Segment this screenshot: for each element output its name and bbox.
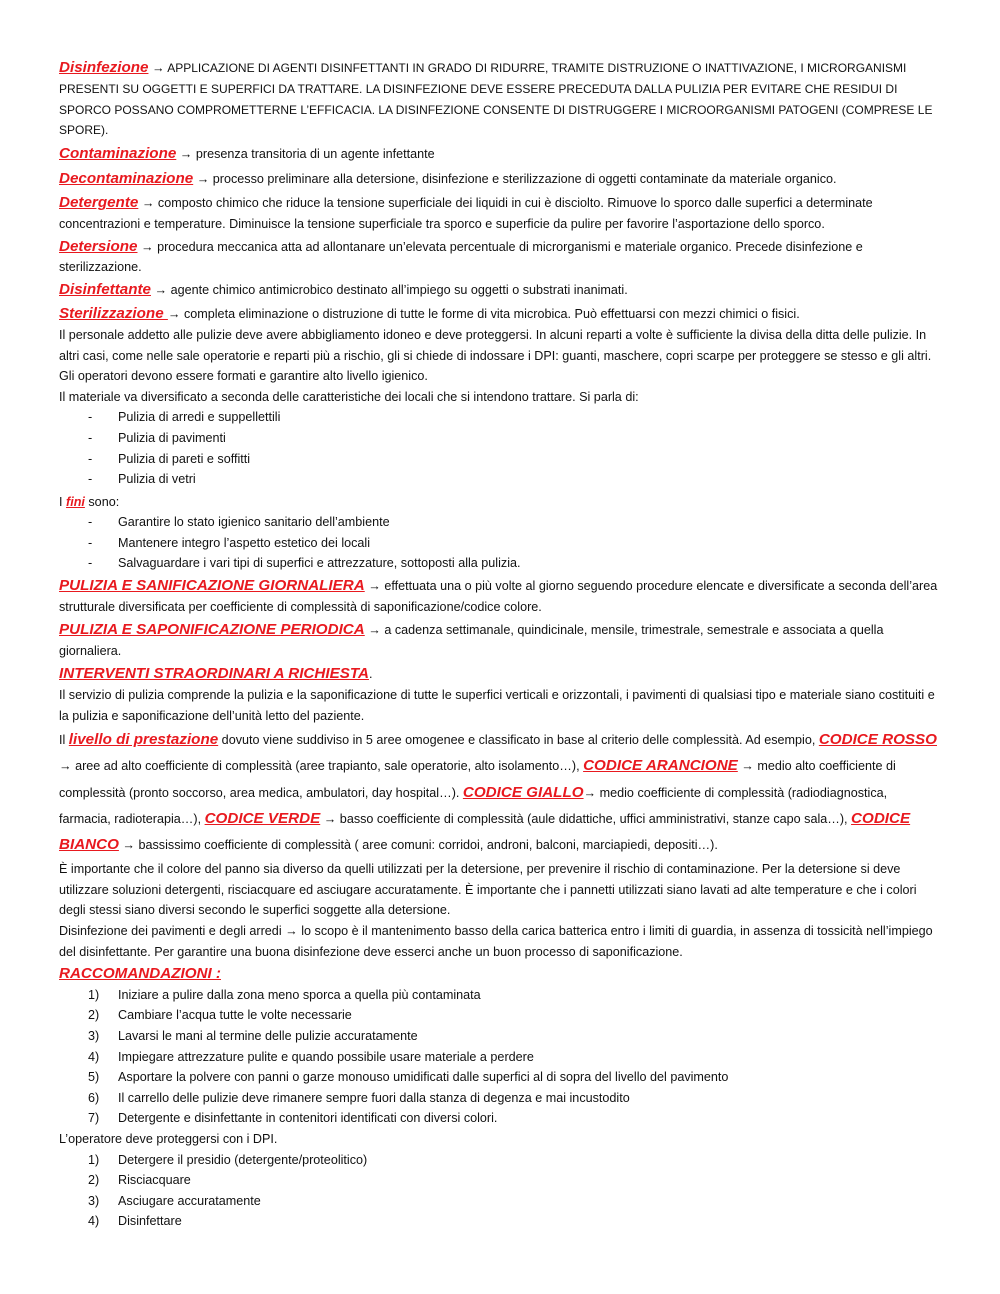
list-item: - Pulizia di pavimenti — [59, 428, 939, 449]
term-decontaminazione: Decontaminazione — [59, 169, 194, 187]
definition-text: procedura meccanica atta ad allontanare un’elevata percentuale di microrganismi e materiale organico. Precede disinfezione e sterilizzazione. — [59, 239, 863, 275]
arrow-icon: → — [167, 307, 181, 322]
list-item — [59, 1211, 939, 1232]
term-pulizia-periodica: PULIZIA E SAPONIFICAZIONE PERIODICA — [59, 621, 365, 639]
definition-contaminazione — [59, 144, 939, 165]
definition-sterilizzazione — [59, 304, 939, 325]
term-detergente: Detergente — [59, 194, 139, 212]
personale-paragraph: Il personale addetto alle pulizie deve avere abbigliamento idoneo e deve proteggersi. In alcuni reparti a volte è sufficiente la divisa della ditta delle pulizie. In altri casi, come nelle sale operatorie e reparti più a rischio, gli si chiede di indossare i DPI: guanti, maschere, copri scarpe per proteggere se stesso e gli altri. Gli operatori devono essere formati e garantire alto livello igienico. — [59, 327, 932, 384]
definition-text: agente chimico antimicrobico destinato all’impiego su oggetti o substrati inanimati. — [167, 282, 628, 297]
definition-disinfettante — [59, 280, 939, 301]
list-item — [59, 985, 939, 1006]
code-arancione: CODICE ARANCIONE — [583, 757, 738, 775]
livello-mid: dovuto viene suddiviso in 5 aree omogenee e classificato in base al criterio delle complessità. Ad esempio, — [218, 733, 819, 748]
list-text: Impiegare attrezzature pulite e quando possibile usare materiale a perdere — [118, 1049, 534, 1064]
arrow-icon: → — [196, 171, 210, 186]
arrow-icon: → — [285, 924, 298, 939]
list-text: Asportare la polvere con panni o garze monouso umidificati dalle superfici al di sopra del livello del pavimento — [118, 1070, 729, 1085]
list-number: 3) — [88, 1193, 100, 1208]
term-disinfettante: Disinfettante — [59, 280, 151, 298]
list-text: Disinfettare — [118, 1214, 182, 1229]
code-verde: CODICE VERDE — [204, 809, 321, 827]
fini-list — [59, 512, 939, 574]
arrow-icon: → — [59, 759, 72, 774]
dpi-intro: L’operatore deve proteggersi con i DPI. — [59, 1131, 278, 1146]
list-item: - Pulizia di arredi e suppellettili — [59, 407, 939, 428]
list-item: - Garantire lo stato igienico sanitario dell’ambiente — [59, 512, 939, 533]
definition-decontaminazione — [59, 169, 939, 190]
list-item — [59, 1088, 939, 1109]
arrow-icon: → — [154, 282, 168, 297]
definition-detersione — [59, 237, 939, 278]
materiale-intro: Il materiale va diversificato a seconda delle caratteristiche dei locali che si intendono trattare. Si parla di: — [59, 389, 639, 404]
arrow-icon: → — [323, 811, 337, 826]
code-bianco: CODICE BIANCO — [59, 809, 911, 854]
list-item — [59, 1067, 939, 1088]
arrow-icon: → — [368, 623, 381, 638]
arrow-icon: → — [741, 759, 754, 774]
interventi-straordinari — [59, 664, 939, 685]
list-text: Cambiare l’acqua tutte le volte necessarie — [118, 1008, 352, 1023]
code-giallo: CODICE GIALLO — [462, 783, 584, 801]
document-page — [59, 58, 939, 1232]
list-item: - Pulizia di pareti e soffitti — [59, 449, 939, 470]
livello-pre: Il — [59, 733, 69, 748]
pulizia-periodica — [59, 620, 939, 661]
definition-text: composto chimico che riduce la tensione superficiale dei liquidi in cui è disciolto. Rimuove lo sporco dalle superfici a determinate concentrazioni e temperature. Diminuisce la tensione superficiale tra sporco e superficie da pulire per favorire l’asportazione dello sporco. — [59, 196, 873, 231]
list-number: 4) — [88, 1214, 100, 1229]
definition-detergente — [59, 193, 939, 234]
code-rosso: CODICE ROSSO — [818, 731, 937, 749]
arrow-icon: → — [141, 239, 154, 254]
arrow-icon: → — [368, 579, 381, 594]
term-livello: livello di prestazione — [68, 731, 219, 749]
list-item — [59, 1108, 939, 1129]
fini-heading — [59, 492, 939, 513]
term-contaminazione: Contaminazione — [59, 145, 177, 163]
term-disinfezione: Disinfezione — [59, 59, 149, 76]
list-text: Asciugare accuratamente — [118, 1193, 261, 1208]
list-item — [59, 1170, 939, 1191]
list-item: - Salvaguardare i vari tipi di superfici e attrezzature, sottoposti alla pulizia. — [59, 553, 939, 574]
list-number: 5) — [88, 1070, 100, 1085]
list-text: Iniziare a pulire dalla zona meno sporca a quella più contaminata — [118, 987, 481, 1002]
list-number: 2) — [88, 1173, 100, 1188]
raccomandazioni-list — [59, 985, 939, 1129]
list-item: - Mantenere integro l’aspetto estetico dei locali — [59, 533, 939, 554]
list-number: 6) — [88, 1090, 100, 1105]
list-text: Risciacquare — [118, 1173, 191, 1188]
panno-paragraph: È importante che il colore del panno sia diverso da quelli utilizzati per la detersione, per prevenire il rischio di contaminazione. Per la detersione si deve utilizzare soluzioni detergenti, risciacquare ed asciugare accuratamente. È importante che i pannetti utilizzati siano lavati ad alte temperature e che i colori degli stessi siano diversi secondo le superfici soggette alla detersione. — [59, 862, 917, 918]
fini-pre: I — [59, 494, 66, 509]
livello-paragraph — [59, 727, 939, 858]
code-text: bassissimo coefficiente di complessità ( aree comuni: corridoi, androni, balconi, marciapiedi, depositi…). — [135, 838, 718, 853]
term-detersione: Detersione — [59, 237, 138, 255]
definition-text: completa eliminazione o distruzione di tutte le forme di vita microbica. Può effettuarsi con mezzi chimici o fisici. — [180, 307, 800, 322]
list-item — [59, 1026, 939, 1047]
servizio-paragraph: Il servizio di pulizia comprende la pulizia e la saponificazione di tutte le superfici verticali e orizzontali, i pavimenti di qualsiasi tipo e materiale siano costituiti e la pulizia e saponificazione dell’unità letto del paziente. — [59, 688, 935, 723]
list-number: 2) — [88, 1008, 100, 1023]
materiale-list — [59, 407, 939, 489]
list-item: - Pulizia di vetri — [59, 469, 939, 490]
term-fini: fini — [66, 494, 85, 509]
code-text: basso coefficiente di complessità (aule didattiche, uffici amministrativi, stanze capo sala…), — [336, 811, 852, 826]
dpi-list — [59, 1150, 939, 1232]
term-interventi: INTERVENTI STRAORDINARI A RICHIESTA — [59, 665, 369, 683]
list-item — [59, 1005, 939, 1026]
term-raccomandazioni: RACCOMANDAZIONI : — [59, 965, 221, 983]
arrow-icon: → — [179, 147, 193, 162]
list-number: 1) — [88, 1152, 100, 1167]
list-number: 3) — [88, 1028, 100, 1043]
arrow-icon: → — [151, 61, 165, 75]
code-text: medio alto coefficiente di complessità (pronto soccorso, area medica, ambulatori, day hospital…). — [59, 759, 896, 800]
definition-text: a cadenza settimanale, quindicinale, mensile, trimestrale, semestrale e associata a quella giornaliera. — [59, 623, 884, 658]
disinfezione-pavimenti — [59, 921, 939, 962]
list-text: Detergente e disinfettante in contenitori identificati con diversi colori. — [118, 1111, 498, 1126]
pulizia-giornaliera — [59, 576, 939, 617]
arrow-icon: → — [583, 785, 597, 800]
list-text: Il carrello delle pulizie deve rimanere sempre fuori dalla stanza di degenza e mai incustodito — [118, 1090, 630, 1105]
definition-disinfezione — [59, 58, 939, 141]
list-number: 1) — [88, 987, 100, 1002]
definition-text: presenza transitoria di un agente infettante — [192, 147, 435, 162]
arrow-icon: → — [141, 196, 155, 211]
raccomandazioni-heading — [59, 964, 939, 985]
arrow-icon: → — [122, 838, 135, 853]
disinfezione-pre: Disinfezione dei pavimenti e degli arredi — [59, 924, 286, 939]
interventi-post: . — [368, 667, 373, 682]
disinfezione-post: lo scopo è il mantenimento basso della carica batterica entro i limiti di guardia, in assenza di tossicità nell’impiego del disinfettante. Per garantire una buona disinfezione deve esserci anche un buon processo di saponificazione. — [59, 924, 933, 959]
list-number: 4) — [88, 1049, 100, 1064]
list-text: Lavarsi le mani al termine delle pulizie accuratamente — [118, 1028, 418, 1043]
code-text: medio coefficiente di complessità (radiodiagnostica, farmacia, radioterapia…), — [59, 785, 888, 826]
fini-post: sono: — [84, 494, 120, 509]
term-pulizia-giornaliera: PULIZIA E SANIFICAZIONE GIORNALIERA — [59, 577, 365, 595]
definition-text: APPLICAZIONE DI AGENTI DISINFETTANTI IN GRADO DI RIDURRE, TRAMITE DISTRUZIONE O INATTIVAZIONE, I MICRORGANISMI PRESENTI SU OGGETTI E SUPERFICI DA TRATTARE. LA DISINFEZIONE DEVE ESSERE PRECEDUTA DALLA PULIZIA PER EVITARE CHE RESIDUI DI SPORCO POSSANO COMPROMETTERNE L’EFFICACIA. LA DISINFEZIONE CONSENTE DI DISTRUGGERE I MICROORGANISMI PATOGENI (COMPRESE LE SPORE). — [59, 61, 933, 138]
list-item — [59, 1150, 939, 1171]
code-text: aree ad alto coefficiente di complessità (aree trapianto, sale operatorie, alto isolamento…), — [71, 759, 584, 774]
definition-text: processo preliminare alla detersione, disinfezione e sterilizzazione di oggetti contaminate da materiale organico. — [209, 171, 837, 186]
list-item — [59, 1191, 939, 1212]
term-sterilizzazione: Sterilizzazione — [59, 305, 168, 323]
list-item — [59, 1047, 939, 1068]
list-number: 7) — [88, 1111, 100, 1126]
list-text: Detergere il presidio (detergente/proteolitico) — [118, 1152, 368, 1167]
definition-text: effettuata una o più volte al giorno seguendo procedure elencate e diversificate a seconda dell’area strutturale diversificata per coefficiente di complessità di saponificazione/codice colore. — [59, 579, 938, 614]
